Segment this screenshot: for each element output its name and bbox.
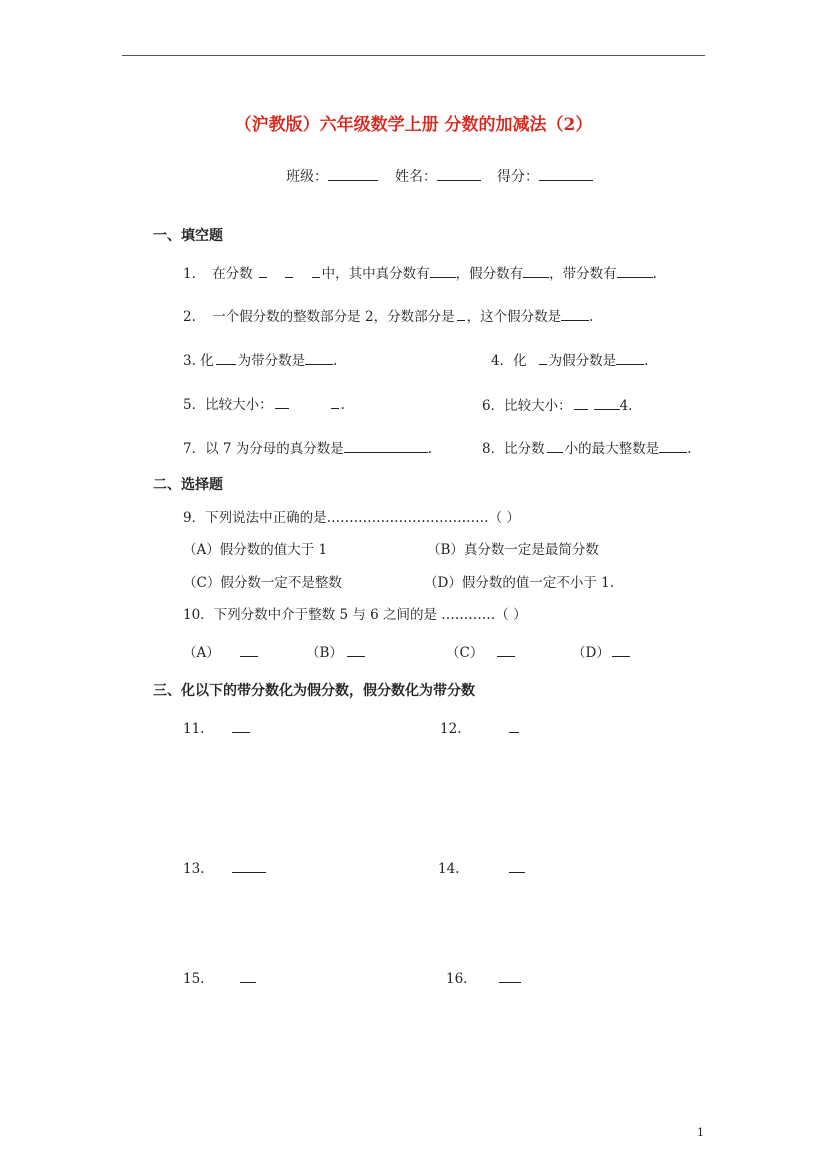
q1-blank-improper[interactable] bbox=[523, 264, 549, 278]
convert-item-14 bbox=[438, 860, 527, 878]
fraction-bar bbox=[509, 720, 519, 733]
score-blank[interactable] bbox=[539, 167, 593, 181]
q1-text-d: ，带分数有 bbox=[549, 266, 617, 282]
q6-text-a: 6．比较大小： bbox=[482, 398, 572, 414]
section-fill-heading: 一、填空题 bbox=[153, 228, 223, 244]
q3-blank[interactable] bbox=[305, 351, 333, 365]
fraction-bar bbox=[259, 269, 267, 278]
item-number: 12. bbox=[440, 721, 462, 737]
q1-text-a: 在分数 bbox=[212, 266, 253, 282]
fraction-bar bbox=[539, 356, 547, 365]
q4-blank[interactable] bbox=[616, 351, 644, 365]
question-4 bbox=[491, 351, 648, 370]
class-field bbox=[286, 167, 378, 186]
convert-item-13 bbox=[183, 860, 268, 878]
fraction-bar bbox=[232, 724, 250, 733]
q6-text-b: 4. bbox=[619, 398, 633, 414]
section-choice-heading: 二、选择题 bbox=[153, 477, 223, 493]
header-rule bbox=[122, 55, 705, 56]
question-2 bbox=[183, 307, 593, 326]
q9-option-a[interactable]: （A）假分数的值大于 1 bbox=[183, 542, 328, 558]
fraction-bar bbox=[509, 864, 525, 873]
q3-text-c: . bbox=[333, 353, 338, 369]
fraction-bar bbox=[275, 400, 289, 409]
fraction-bar bbox=[612, 648, 630, 657]
question-3 bbox=[183, 351, 337, 370]
page-title: （沪教版）六年级数学上册 分数的加减法（2） bbox=[234, 115, 593, 135]
convert-item-12 bbox=[440, 720, 521, 738]
name-field bbox=[395, 167, 481, 186]
q7-blank[interactable] bbox=[344, 439, 428, 453]
fraction-bar bbox=[285, 269, 293, 278]
class-blank[interactable] bbox=[328, 167, 378, 181]
q1-blank-proper[interactable] bbox=[430, 264, 456, 278]
convert-item-15 bbox=[183, 970, 258, 988]
q2-text-a: 一个假分数的整数部分是 2，分数部分是 bbox=[212, 309, 455, 325]
class-label: 班级： bbox=[286, 169, 328, 185]
q6-blank[interactable] bbox=[594, 396, 620, 410]
fraction-bar bbox=[547, 444, 563, 453]
question-8 bbox=[482, 439, 691, 458]
q9-option-d[interactable]: （D）假分数的值一定不小于 1. bbox=[424, 575, 614, 591]
q1-text-e: . bbox=[652, 266, 657, 282]
q10-option-a[interactable] bbox=[183, 644, 260, 662]
fraction-bar bbox=[240, 648, 258, 657]
q2-number: 2. bbox=[183, 309, 196, 325]
q7-text-a: 7．以 7 为分母的真分数是 bbox=[183, 441, 344, 457]
q1-text-b: 中，其中真分数有 bbox=[321, 266, 430, 282]
q1-number: 1. bbox=[183, 266, 196, 282]
q4-text-c: . bbox=[644, 353, 649, 369]
q2-text-c: . bbox=[589, 309, 594, 325]
q9-option-b[interactable]: （B）真分数一定是最简分数 bbox=[427, 542, 599, 558]
question-10: 10．下列分数中介于整数 5 与 6 之间的是 …………（ ） bbox=[183, 607, 527, 623]
name-blank[interactable] bbox=[437, 167, 481, 181]
question-5 bbox=[183, 396, 345, 414]
q9-option-c[interactable]: （C）假分数一定不是整数 bbox=[183, 575, 342, 591]
q10-option-d-label: （D） bbox=[572, 645, 610, 661]
question-9: 9．下列说法中正确的是………………………………（ ） bbox=[183, 510, 520, 526]
q10-option-d[interactable] bbox=[572, 644, 632, 662]
item-number: 16. bbox=[446, 971, 468, 987]
q3-text-a: 3. 化 bbox=[183, 353, 214, 369]
item-number: 13. bbox=[183, 861, 205, 877]
q10-option-b-label: （B） bbox=[306, 645, 343, 661]
q10-option-c[interactable] bbox=[446, 644, 517, 662]
fraction-bar bbox=[499, 974, 521, 983]
q4-text-a: 4．化 bbox=[491, 353, 527, 369]
q1-blank-mixed[interactable] bbox=[617, 264, 653, 278]
q8-text-b: 小的最大整数是 bbox=[564, 441, 660, 457]
fraction-bar bbox=[232, 864, 266, 873]
score-field bbox=[497, 167, 593, 186]
item-number: 15. bbox=[183, 971, 205, 987]
q5-text-a: 5．比较大小： bbox=[183, 397, 273, 413]
q7-text-b: . bbox=[427, 441, 433, 457]
name-label: 姓名： bbox=[395, 169, 437, 185]
q10-option-c-label: （C） bbox=[446, 645, 484, 661]
question-7 bbox=[183, 439, 432, 458]
q4-text-b: 为假分数是 bbox=[548, 353, 617, 369]
q2-blank[interactable] bbox=[561, 307, 589, 321]
fraction-bar bbox=[331, 400, 339, 409]
item-number: 11. bbox=[183, 721, 205, 737]
section-convert-heading: 三、化以下的带分数化为假分数，假分数化为带分数 bbox=[153, 683, 475, 699]
fraction-bar bbox=[312, 269, 320, 278]
page-number: 1 bbox=[697, 1126, 704, 1139]
fraction-bar bbox=[457, 312, 465, 321]
q1-text-c: ，假分数有 bbox=[455, 266, 524, 282]
fraction-bar bbox=[240, 974, 256, 983]
question-6 bbox=[482, 396, 632, 415]
fraction-bar bbox=[497, 648, 515, 657]
fraction-bar bbox=[574, 401, 588, 410]
q2-text-b: ，这个假分数是 bbox=[466, 309, 562, 325]
question-1 bbox=[183, 264, 657, 283]
convert-item-16 bbox=[446, 970, 523, 988]
score-label: 得分： bbox=[497, 169, 539, 185]
fraction-bar bbox=[216, 356, 236, 365]
fraction-bar bbox=[347, 648, 365, 657]
q10-option-a-label: （A） bbox=[183, 645, 220, 661]
q5-text-b: . bbox=[340, 397, 345, 413]
q8-text-c: . bbox=[687, 441, 692, 457]
item-number: 14. bbox=[438, 861, 460, 877]
q8-blank[interactable] bbox=[659, 439, 687, 453]
q10-option-b[interactable] bbox=[306, 644, 367, 662]
convert-item-11 bbox=[183, 720, 252, 738]
q3-text-b: 为带分数是 bbox=[237, 353, 306, 369]
q8-text-a: 8．比分数 bbox=[482, 441, 545, 457]
